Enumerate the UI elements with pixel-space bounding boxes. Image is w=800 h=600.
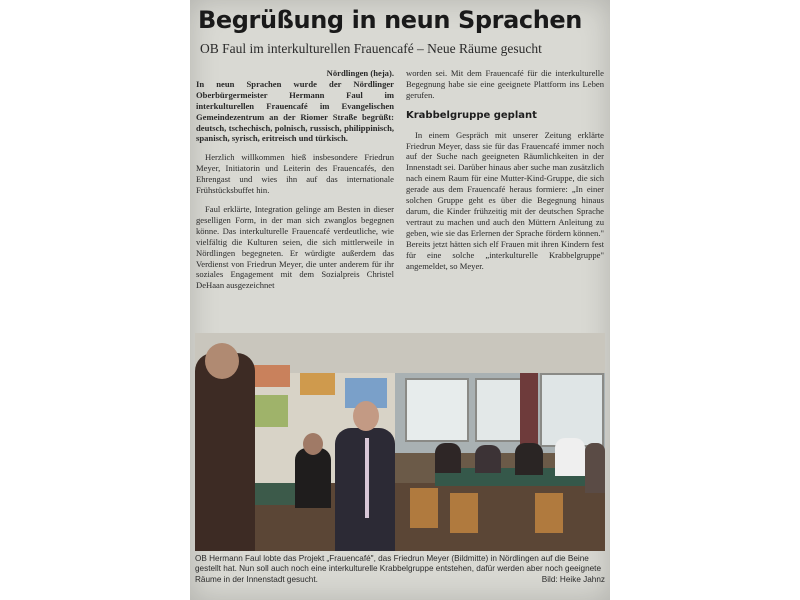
body-paragraph: Faul erklärte, Integration gelinge am Besten in dieser geselligen Form, in der man sich zwanglos begegnen könne. Das interkulturelle Frauencafé verdeutliche, wie vielfältig die Kulturen seien, die sich mittlerweile in Nördlingen begegneten. Er würdigte außerdem das Verdienst von Friedrun Meyer, die unter anderem für ihr soziales Engagement mit dem Sozialpreis Christel DeHaan ausgezeichnet [196, 203, 394, 291]
dateline: Nördlingen (heja). [326, 68, 394, 78]
subheadline: OB Faul im interkulturellen Frauencafé – Neue Räume gesucht [200, 41, 542, 56]
article-column-right [406, 68, 604, 279]
article-column-left [196, 68, 394, 299]
photo-caption [195, 554, 605, 585]
news-photo [195, 333, 605, 551]
photo-credit: Bild: Heike Jahnz [541, 574, 605, 584]
body-paragraph: Herzlich willkommen hieß insbesondere Friedrun Meyer, Initiatorin und Leiterin des Frauencafés, den Ehrengast und wies ihn auf das internationale Frühstücksbuffet hin. [196, 152, 394, 196]
caption-text: OB Hermann Faul lobte das Projekt „Frauencafé", das Friedrun Meyer (Bildmitte) in Nördlingen auf die Beine gestellt hat. Nun soll auch noch eine interkulturelle Krabbelgruppe entstehen, dafür werden aber noch geeignete Räume in der Innenstadt gesucht. [195, 554, 602, 584]
crosshead: Krabbelgruppe geplant [406, 109, 537, 121]
body-paragraph: worden sei. Mit dem Frauencafé für die interkulturelle Begegnung habe sie eine geeignete Plattform ins Leben gerufen. [406, 68, 604, 100]
lead-paragraph [196, 68, 394, 144]
newspaper-clipping [190, 0, 610, 600]
headline: Begrüßung in neun Sprachen [198, 6, 582, 34]
body-paragraph: In einem Gespräch mit unserer Zeitung erklärte Friedrun Meyer, dass sie für das Frauencafé immer noch auf der Suche nach geeigneten Räumlichkeiten in der Innenstadt sei. Darüber hinaus aber suche man zusätzlich nach einem Raum für eine Mutter-Kind-Gruppe, die sich gerade aus dem Frauencafé heraus formiere: „In einer solchen Gruppe geht es über die Begegnung hinaus darum, die Kinder frühzeitig mit der deutschen Sprache vertraut zu machen und auch den Müttern Anleitung zu geben, wie sie das Erlernen der Sprache fördern können." Bereits jetzt hätten sich elf Frauen mit ihren Kindern fest für eine solche „interkulturelle Krabbelgruppe" angemeldet, so Meyer. [406, 129, 604, 271]
lead-text: In neun Sprachen wurde der Nördlinger Oberbürgermeister Hermann Faul im interkulturellen Frauencafé im Evangelischen Gemeindezentrum an der Riomer Straße begrüßt: deutsch, tschechisch, polnisch, russisch, philippinisch, spanisch, syrisch, eritreisch und türkisch. [196, 78, 394, 144]
